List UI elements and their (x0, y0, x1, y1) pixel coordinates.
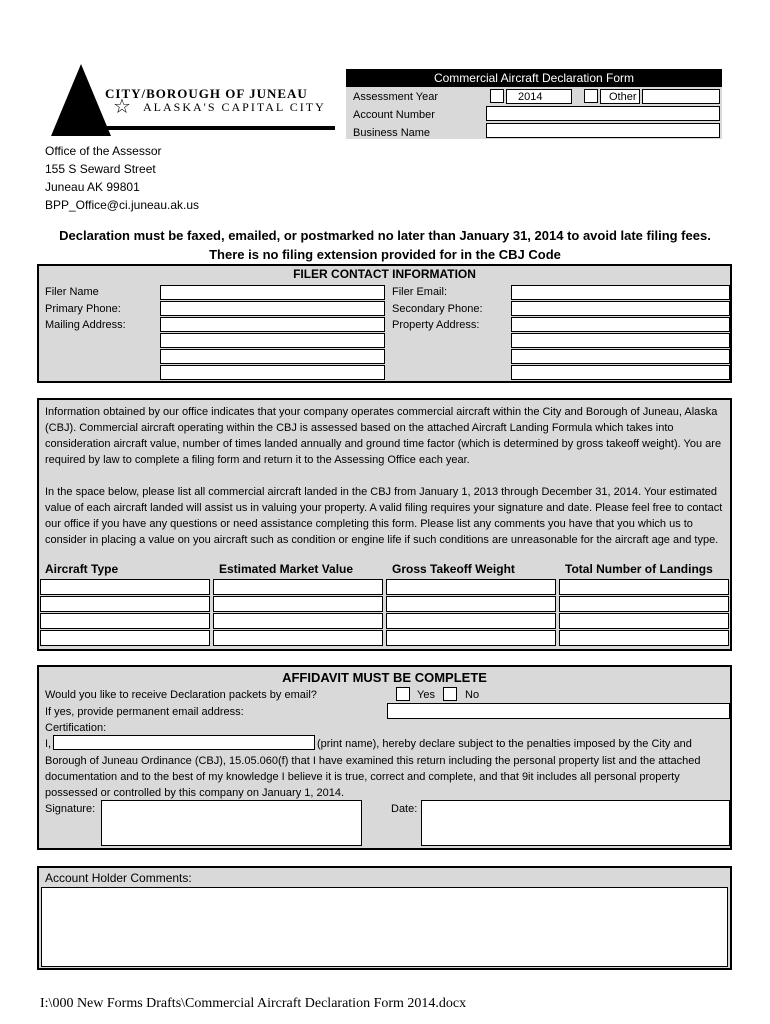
business-name-label: Business Name (353, 127, 431, 139)
secondary-phone-label: Secondary Phone: (392, 303, 483, 315)
property-address-input-4[interactable] (511, 365, 730, 380)
landings-cell[interactable] (559, 613, 729, 629)
permanent-email-input[interactable] (387, 703, 730, 719)
office-name: Office of the Assessor (45, 144, 162, 158)
primary-phone-input[interactable] (160, 301, 385, 316)
aircraft-type-cell[interactable] (40, 630, 210, 646)
comments-label: Account Holder Comments: (45, 871, 192, 885)
star-icon: ☆ (113, 96, 131, 118)
office-email: BPP_Office@ci.juneau.ak.us (45, 198, 200, 212)
mountain-logo-shape (51, 64, 111, 136)
aircraft-table (39, 561, 730, 649)
account-number-label: Account Number (353, 109, 435, 121)
mailing-address-input-2[interactable] (160, 333, 385, 348)
yes-checkbox[interactable] (396, 687, 410, 701)
form-header-box (346, 69, 722, 139)
affidavit-section (37, 665, 732, 850)
email-address-label: If yes, provide permanent email address: (45, 706, 244, 718)
col-market-value: Estimated Market Value (219, 562, 354, 576)
property-address-label: Property Address: (392, 319, 480, 331)
market-value-cell[interactable] (213, 630, 383, 646)
no-label: No (465, 689, 480, 701)
notice-line-2: There is no filing extension provided for in the CBJ Code (209, 247, 561, 262)
mailing-address-input-4[interactable] (160, 365, 385, 380)
property-address-input-2[interactable] (511, 333, 730, 348)
landings-cell[interactable] (559, 579, 729, 595)
city-state-zip: Juneau AK 99801 (45, 180, 140, 194)
signature-label: Signature: (45, 803, 96, 815)
filer-name-input[interactable] (160, 285, 385, 300)
col-takeoff-weight: Gross Takeoff Weight (392, 562, 515, 576)
yes-label: Yes (417, 689, 435, 701)
email-question: Would you like to receive Declaration packets by email? (45, 689, 317, 701)
street-address: 155 S Seward Street (45, 162, 156, 176)
landings-cell[interactable] (559, 630, 729, 646)
year-2014-label: 2014 (518, 91, 543, 103)
takeoff-weight-cell[interactable] (386, 613, 556, 629)
secondary-phone-input[interactable] (511, 301, 730, 316)
market-value-cell[interactable] (213, 613, 383, 629)
takeoff-weight-cell[interactable] (386, 630, 556, 646)
year-other-checkbox[interactable] (584, 89, 598, 103)
info-paragraph-1: Information obtained by our office indicates that your company operates commercial aircraft within the City and Borough of Juneau, Alaska (CBJ). Commercial aircraft operating within the CBJ is assessed based on the attached Aircraft Landing Formula which takes into consideration aircraft value, number of times landed annually and ground time factor (which is determined by gross takeoff weight). You are required by law to complete a filing form and return it to the Assessing Office each year. (45, 406, 722, 466)
property-address-input-1[interactable] (511, 317, 730, 332)
year-2014-checkbox[interactable] (490, 89, 504, 103)
landings-cell[interactable] (559, 596, 729, 612)
i-label: I, (45, 738, 52, 750)
info-paragraph-2: In the space below, please list all commercial aircraft landed in the CBJ from January 1, 2013 through December 31, 2014. Your estimated value of each aircraft landed will assist us in valuing your property. A valid filing requires your signature and date. Please feel free to contact our office if you have any questions or need assistance completing this form. Please list any comments you have that you which us to consider in placing a value on you aircraft such as condition or engine life if such conditions are unreasonable for the aircraft age and type. (45, 486, 723, 546)
city-borough-logo (47, 64, 336, 140)
takeoff-weight-cell[interactable] (386, 596, 556, 612)
filer-section-title: FILER CONTACT INFORMATION (293, 267, 476, 281)
assessor-address (45, 142, 199, 214)
mailing-address-input-1[interactable] (160, 317, 385, 332)
business-name-input[interactable] (486, 123, 720, 138)
document-path-footer: I:\000 New Forms Drafts\Commercial Aircraft Declaration Form 2014.docx (40, 996, 467, 1011)
filer-email-label: Filer Email: (392, 286, 448, 298)
aircraft-type-cell[interactable] (40, 579, 210, 595)
year-other-label: Other (609, 91, 637, 103)
date-input[interactable] (421, 800, 730, 846)
market-value-cell[interactable] (213, 579, 383, 595)
property-address-input-3[interactable] (511, 349, 730, 364)
logo-line-2: ALASKA'S CAPITAL CITY (143, 100, 326, 114)
certification-label: Certification: (45, 722, 107, 734)
mailing-address-label: Mailing Address: (45, 319, 126, 331)
primary-phone-label: Primary Phone: (45, 303, 121, 315)
col-landings: Total Number of Landings (565, 562, 713, 576)
other-year-input[interactable] (642, 89, 720, 104)
filing-notice (0, 226, 770, 264)
notice-line-1: Declaration must be faxed, emailed, or postmarked no later than January 31, 2014 to avoid late filing fees. (59, 228, 711, 243)
assessment-year-label: Assessment Year (353, 91, 438, 103)
market-value-cell[interactable] (213, 596, 383, 612)
account-number-input[interactable] (486, 106, 720, 121)
logo-underline (107, 126, 335, 130)
form-title: Commercial Aircraft Declaration Form (346, 69, 722, 87)
filer-contact-section (37, 264, 732, 383)
declaration-text: Borough of Juneau Ordinance (CBJ), 15.05.060(f) that I have examined this return including the personal property list and the attached documentation and to the best of my knowledge I believe it is true, correct and complete, and that 9it includes all personal property possessed or controlled by this company on January 1, 2014. (45, 755, 701, 799)
filer-email-input[interactable] (511, 285, 730, 300)
no-checkbox[interactable] (443, 687, 457, 701)
print-name-input[interactable] (53, 735, 315, 750)
takeoff-weight-cell[interactable] (386, 579, 556, 595)
affidavit-title: AFFIDAVIT MUST BE COMPLETE (282, 670, 487, 685)
aircraft-type-cell[interactable] (40, 613, 210, 629)
logo-line-1: CITY/BOROUGH OF JUNEAU (105, 86, 308, 101)
mailing-address-input-3[interactable] (160, 349, 385, 364)
comments-section (37, 866, 732, 970)
col-aircraft-type: Aircraft Type (45, 562, 119, 576)
signature-input[interactable] (101, 800, 362, 846)
filer-name-label: Filer Name (45, 286, 99, 298)
comments-input[interactable] (41, 887, 728, 967)
declaration-line-1: (print name), hereby declare subject to the penalties imposed by the City and (317, 738, 692, 750)
aircraft-type-cell[interactable] (40, 596, 210, 612)
date-label: Date: (391, 803, 418, 815)
